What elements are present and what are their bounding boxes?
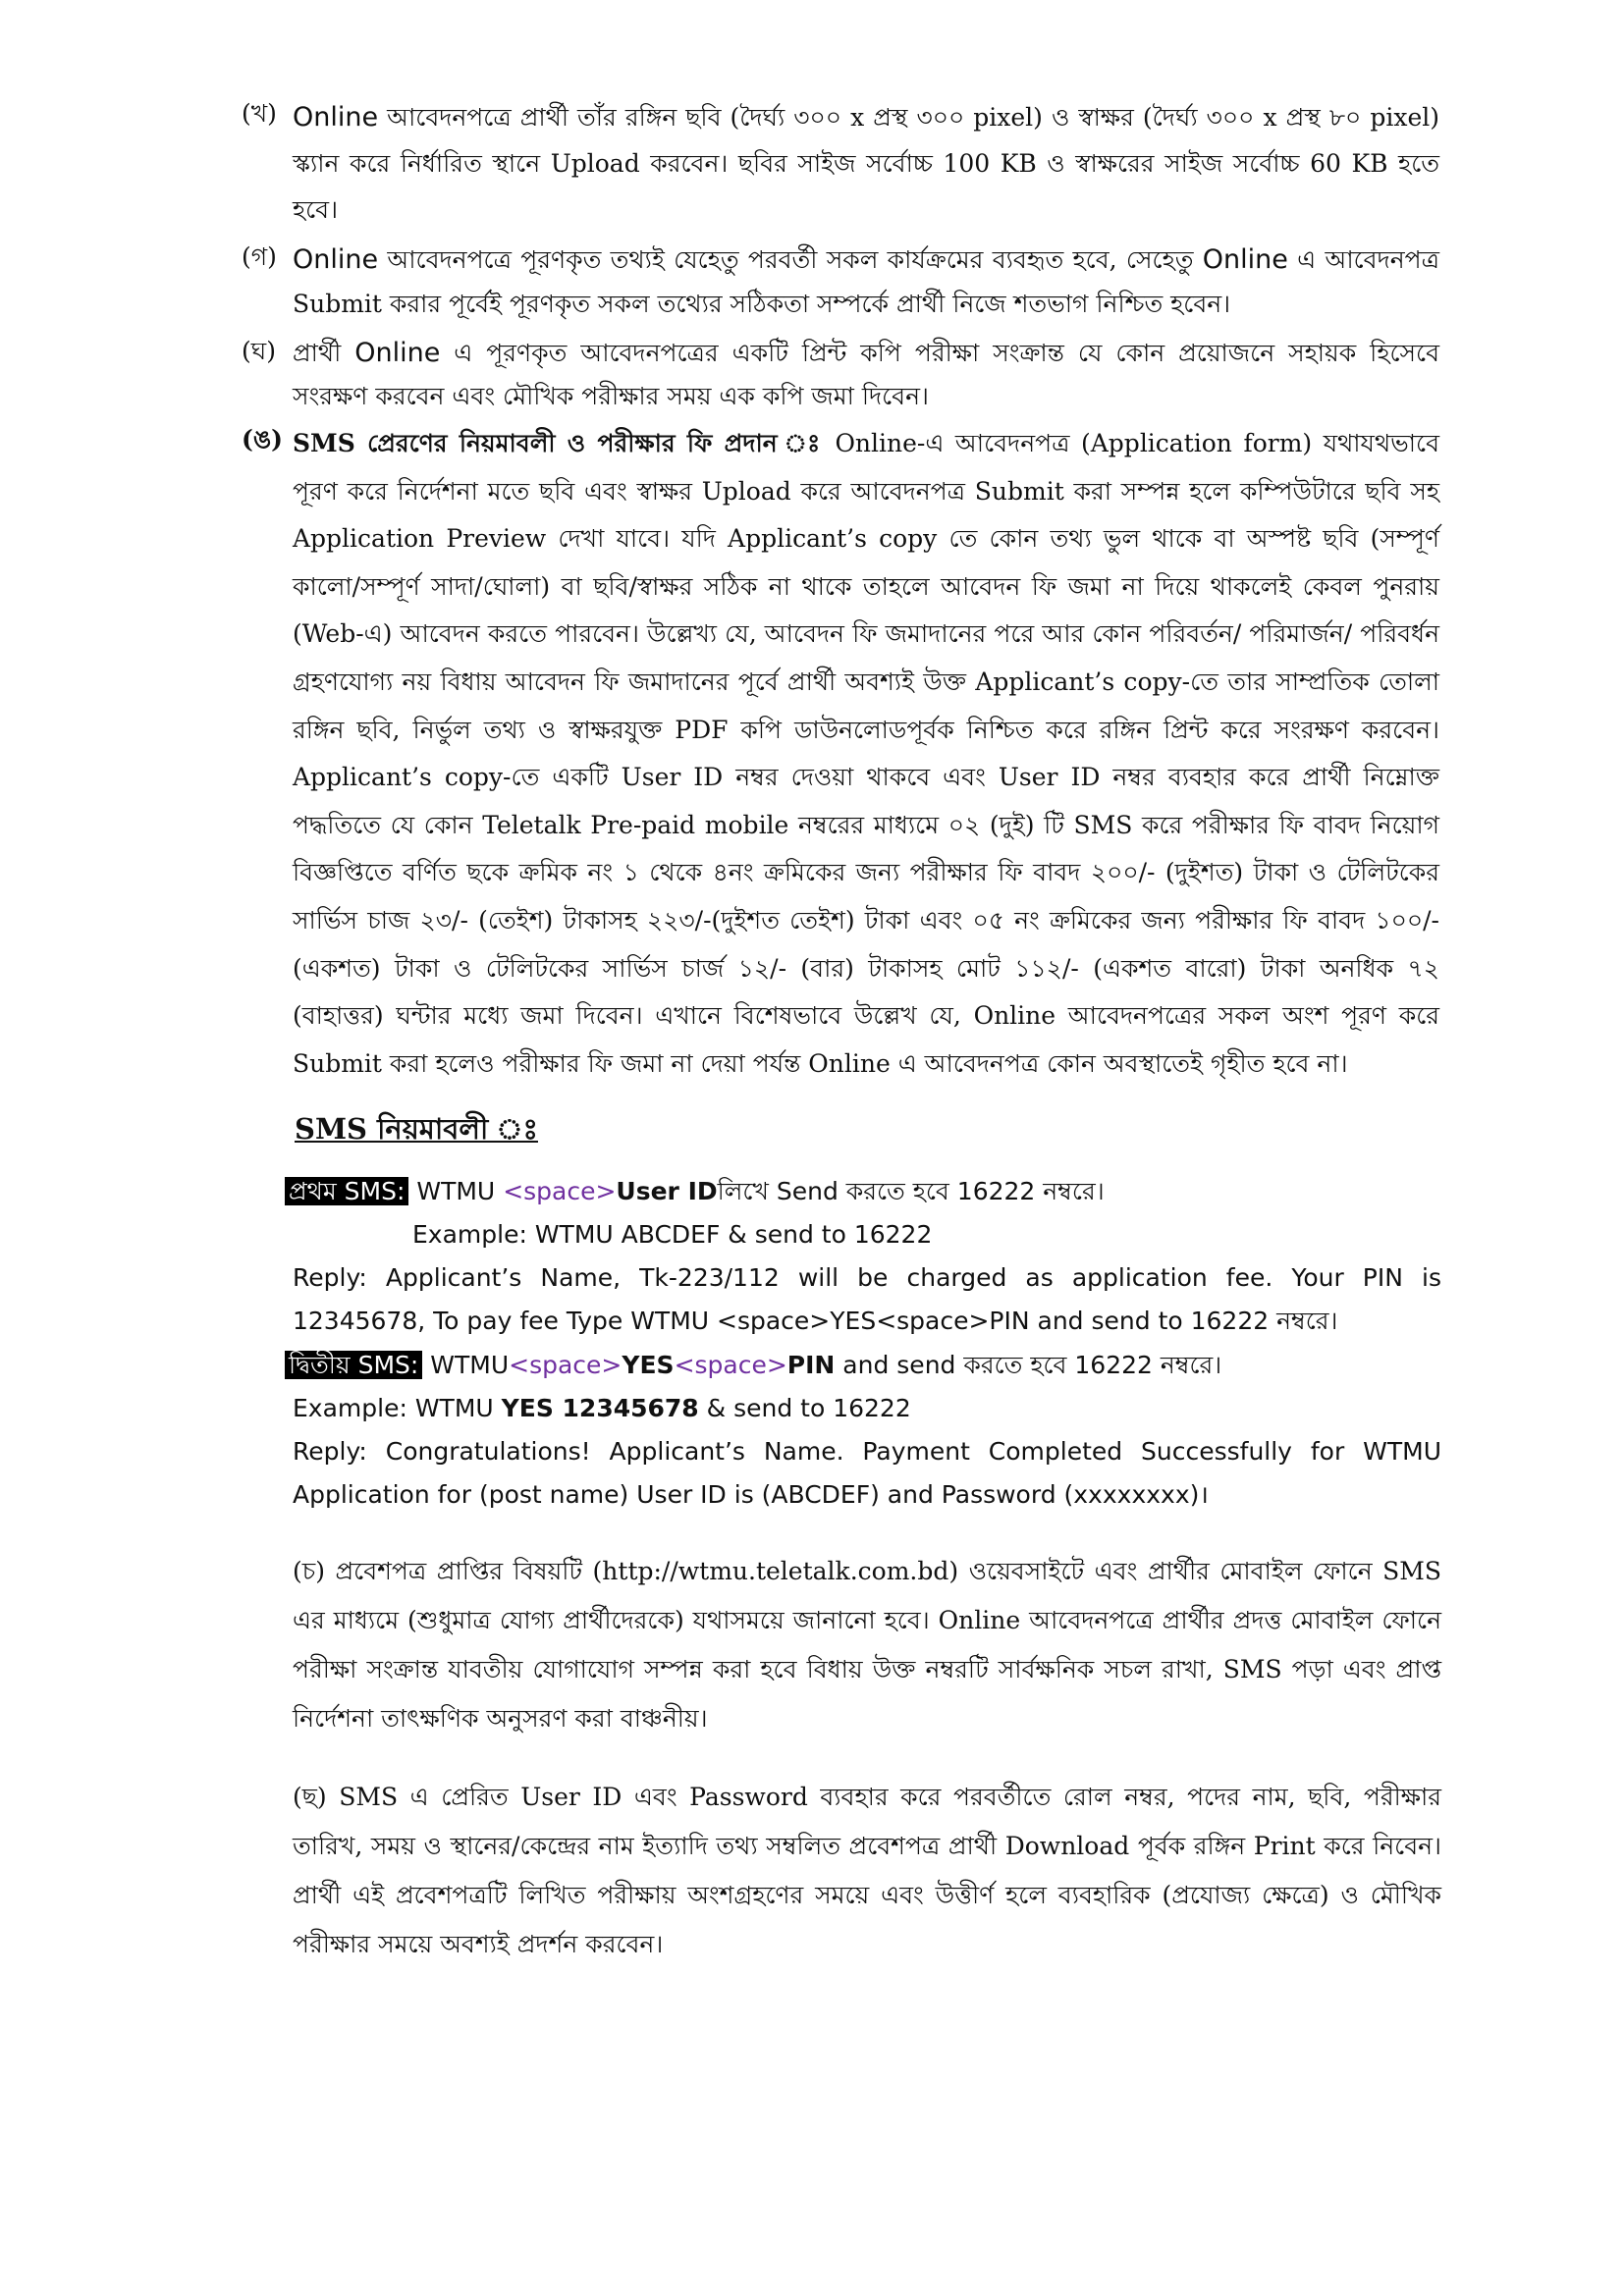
text-run: এ আবেদনপত্র Submit করার পূর্বেই পূরণকৃত সকল তথ্যের সঠিকতা সম্পর্কে প্রার্থী নিজে শতভাগ নিশ্চিত হবেন।	[293, 245, 1439, 318]
clause-text	[293, 238, 1439, 326]
sms-second-example	[293, 1387, 1441, 1430]
sms-first-instruction	[285, 1170, 1434, 1213]
space-keyword: <space>	[503, 1177, 617, 1205]
text-online: Online	[1202, 244, 1288, 275]
text-run: Example: WTMU	[293, 1394, 502, 1422]
clause-umo	[244, 420, 1439, 1088]
space-keyword: <space>	[674, 1351, 787, 1379]
clause-text	[293, 94, 1439, 233]
clause-label: (ঙ)	[242, 425, 283, 454]
yes-keyword: YES	[622, 1351, 675, 1379]
clause-text: প্রবেশপত্র প্রাপ্তির বিষয়টি (http://wtmu.teletalk.com.bd) ওয়েবসাইটে এবং প্রার্থীর মোবাইল ফোনে SMS এর মাধ্যমে (শুধুমাত্র যোগ্য প্রার্থীদেরকে) যথাসময়ে জানানো হবে। Online আবেদনপত্রে প্রার্থীর প্রদত্ত মোবাইল ফোনে পরীক্ষা সংক্রান্ত যাবতীয় যোগাযোগ সম্পন্ন করা হবে বিধায় উক্ত নম্বরটি সার্বক্ষনিক সচল রাখা, SMS পড়া এবং প্রাপ্ত নির্দেশনা তাৎক্ষণিক অনুসরণ করা বাঞ্চনীয়।	[293, 1557, 1441, 1733]
text-run: আবেদনপত্রে প্রার্থী তাঁর রঙ্গিন ছবি (দৈর্ঘ্য ৩০০ x প্রস্থ ৩০০ pixel) ও স্বাক্ষর (দৈর্ঘ্য ৩০০ x প্রস্থ ৮০ pixel) স্ক্যান করে নির্ধারিত স্থানে Upload করবেন। ছবির সাইজ সর্বোচ্চ 100 KB ও স্বাক্ষরের সাইজ সর্বোচ্চ 60 KB হতে হবে।	[293, 103, 1439, 224]
clause-ga	[244, 238, 1439, 326]
space-keyword: <space>	[509, 1351, 623, 1379]
clause-gha	[244, 332, 1439, 418]
example-code: YES 12345678	[501, 1394, 699, 1422]
text-online: Online	[293, 244, 379, 275]
sms-first-tag: প্রথম SMS:	[285, 1177, 408, 1205]
clause-label: (ঘ)	[242, 337, 276, 365]
text-online: Online	[293, 102, 379, 133]
text-run: & send to 16222	[698, 1394, 911, 1422]
text-run: and send করতে হবে 16222 নম্বরে।	[835, 1351, 1222, 1379]
text-run: লিখে Send করতে হবে 16222 নম্বরে।	[717, 1177, 1105, 1205]
sms-first-reply: Reply: Applicant’s Name, Tk-223/112 will be charged as application fee. Your PIN is 12345678, To pay fee Type WTMU <space>YES<space>PIN and send to 16222 নম্বরে।	[293, 1263, 1441, 1335]
clause-cha	[293, 1773, 1441, 1969]
sms-second-instruction	[285, 1344, 1434, 1387]
clause-label: (খ)	[242, 99, 277, 128]
sms-rules-heading: SMS নিয়মাবলী ঃ	[295, 1112, 538, 1146]
sms-first-example: Example: WTMU ABCDEF & send to 16222	[412, 1220, 933, 1249]
clause-text	[293, 332, 1439, 418]
text-run: এ পূরণকৃত আবেদনপত্রের একটি প্রিন্ট কপি পরীক্ষা সংক্রান্ত যে কোন প্রয়োজনে সহায়ক হিসেবে সংরক্ষণ করবেন এবং মৌখিক পরীক্ষার সময় এক কপি জমা দিবেন।	[293, 339, 1439, 410]
pin-keyword: PIN	[786, 1351, 836, 1379]
clause-ca	[293, 1547, 1441, 1743]
user-id-keyword: User ID	[616, 1177, 718, 1205]
clause-text: SMS এ প্রেরিত User ID এবং Password ব্যবহার করে পরবর্তীতে রোল নম্বর, পদের নাম, ছবি, পরীক্ষার তারিখ, সময় ও স্থানের/কেন্দ্রের নাম ইত্যাদি তথ্য সম্বলিত প্রবেশপত্র প্রার্থী Download পূর্বক রঙ্গিন Print করে নিবেন। প্রার্থী এই প্রবেশপত্রটি লিখিত পরীক্ষায় অংশগ্রহণের সময়ে এবং উত্তীর্ণ হলে ব্যবহারিক (প্রযোজ্য ক্ষেত্রে) ও মৌখিক পরীক্ষার সময়ে অবশ্যই প্রদর্শন করবেন।	[293, 1783, 1441, 1958]
text-run: WTMU	[408, 1177, 504, 1205]
clause-heading: SMS প্রেরণের নিয়মাবলী ও পরীক্ষার ফি প্রদান ঃ	[293, 429, 824, 457]
text-run: Online-এ আবেদনপত্র (Application form) যথাযথভাবে পূরণ করে নির্দেশনা মতে ছবি এবং স্বাক্ষর Upload করে আবেদনপত্র Submit করা সম্পন্ন হলে কম্পিউটারে ছবি সহ Application Preview দেখা যাবে। যদি Applicant’s copy তে কোন তথ্য ভুল থাকে বা অস্পষ্ট ছবি (সম্পূর্ণ কালো/সম্পূর্ণ সাদা/ঘোলা) বা ছবি/স্বাক্ষর সঠিক না থাকে তাহলে আবেদন ফি জমা না দিয়ে থাকলেই কেবল পুনরায় (Web-এ) আবেদন করতে পারবেন। উল্লেখ্য যে, আবেদন ফি জমাদানের পরে আর কোন পরিবর্তন/ পরিমার্জন/ পরিবর্ধন গ্রহণযোগ্য নয় বিধায় আবেদন ফি জমাদানের পূর্বে প্রার্থী অবশ্যই উক্ত Applicant’s copy-তে তার সাম্প্রতিক তোলা রঙ্গিন ছবি, নির্ভুল তথ্য ও স্বাক্ষরযুক্ত PDF কপি ডাউনলোডপূর্বক নিশ্চিত করে রঙ্গিন প্রিন্ট করে সংরক্ষণ করবেন। Applicant’s copy-তে একটি User ID নম্বর দেওয়া থাকবে এবং User ID নম্বর ব্যবহার করে প্রার্থী নিম্নোক্ত পদ্ধতিতে যে কোন Teletalk Pre-paid mobile নম্বরের মাধ্যমে ০২ (দুই) টি SMS করে পরীক্ষার ফি বাবদ নিয়োগ বিজ্ঞপ্তিতে বর্ণিত ছকে ক্রমিক নং ১ থেকে ৪নং ক্রমিকের জন্য পরীক্ষার ফি বাবদ ২০০/- (দুইশত) টাকা ও টেলিটকের সার্ভিস চাজ ২৩/- (তেইশ) টাকাসহ ২২৩/-(দুইশত তেইশ) টাকা এবং ০৫ নং ক্রমিকের জন্য পরীক্ষার ফি বাবদ ১০০/- (একশত) টাকা ও টেলিটকের সার্ভিস চার্জ ১২/- (বার) টাকাসহ মোট ১১২/- (একশত বারো) টাকা অনধিক ৭২ (বাহাত্তর) ঘন্টার মধ্যে জমা দিবেন। এখানে বিশেষভাবে উল্লেখ যে, Online আবেদনপত্রের সকল অংশ পূরণ করে Submit করা হলেও পরীক্ষার ফি জমা না দেয়া পর্যন্ত Online এ আবেদনপত্র কোন অবস্থাতেই গৃহীত হবে না।	[293, 429, 1439, 1078]
text-run: WTMU	[422, 1351, 510, 1379]
text-run: প্রার্থী	[293, 339, 355, 367]
text-online: Online	[354, 338, 441, 368]
clause-label: (ছ)	[293, 1783, 327, 1811]
clause-kha	[244, 94, 1439, 233]
clause-label: (গ)	[242, 242, 277, 271]
clause-label: (চ)	[293, 1557, 325, 1585]
text-run: আবেদনপত্রে পূরণকৃত তথ্যই যেহেতু পরবর্তী সকল কার্যক্রমের ব্যবহৃত হবে, সেহেতু	[378, 245, 1203, 274]
clause-text	[293, 420, 1439, 1088]
sms-second-reply: Reply: Congratulations! Applicant’s Name. Payment Completed Successfully for WTMU Application for (post name) User ID is (ABCDEF) and Password (xxxxxxxx)।	[293, 1437, 1441, 1509]
sms-second-tag: দ্বিতীয় SMS:	[285, 1351, 422, 1379]
